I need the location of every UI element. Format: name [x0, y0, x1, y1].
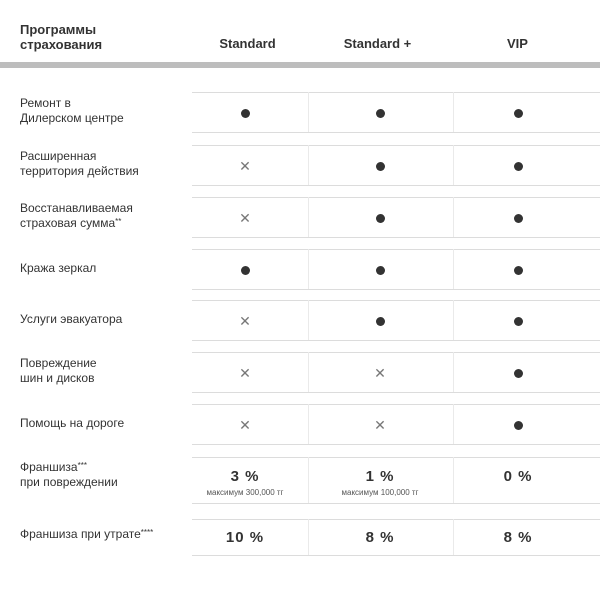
filled-circle-icon — [376, 266, 385, 275]
franchise-percent: 0 % — [503, 468, 533, 485]
row-top-border — [192, 92, 600, 93]
feature-label-line1: Помощь на дороге — [20, 416, 125, 430]
feature-label-line1: Услуги эвакуатора — [20, 312, 123, 326]
cross-icon: ✕ — [374, 417, 386, 433]
filled-circle-icon — [376, 109, 385, 118]
column-divider — [308, 197, 309, 237]
row-top-border — [192, 404, 600, 405]
row-bottom-border — [192, 289, 600, 290]
table-cell — [458, 417, 578, 435]
footnote-marker: ** — [115, 217, 122, 226]
table-cell — [458, 313, 578, 331]
table-header — [0, 0, 600, 62]
row-top-border — [192, 145, 600, 146]
table-cell — [458, 105, 578, 123]
column-divider — [453, 249, 454, 289]
row-bottom-border — [192, 132, 600, 133]
table-cell — [185, 210, 305, 228]
header-divider — [0, 62, 600, 68]
franchise-damage-cell — [320, 468, 440, 497]
column-divider — [308, 92, 309, 132]
row-bottom-border — [192, 340, 600, 341]
franchise-damage-cell — [458, 468, 578, 485]
cross-icon: ✕ — [239, 158, 251, 174]
cross-icon: ✕ — [374, 365, 386, 381]
row-bottom-border — [192, 237, 600, 238]
feature-label-line1: Ремонт в — [20, 96, 71, 110]
franchise-percent: 1 % — [365, 468, 395, 485]
table-cell — [458, 210, 578, 228]
filled-circle-icon — [376, 214, 385, 223]
franchise-percent: 3 % — [230, 468, 260, 485]
franchise-loss-cell — [185, 529, 305, 546]
column-divider — [308, 300, 309, 340]
row-top-border — [192, 249, 600, 250]
row-top-border — [192, 519, 600, 520]
franchise-damage-label-line1 — [20, 460, 118, 475]
cross-icon: ✕ — [239, 210, 251, 226]
feature-label-line2-text: территория действия — [20, 164, 139, 178]
table-cell — [458, 158, 578, 176]
cross-icon: ✕ — [239, 365, 251, 381]
row-top-border — [192, 300, 600, 301]
row-bottom-border — [192, 555, 600, 556]
column-vip: VIP — [507, 36, 528, 51]
feature-label-line2-text: шин и дисков — [20, 371, 95, 385]
footnote-marker: **** — [140, 528, 154, 537]
table-cell — [320, 105, 440, 123]
feature-label-line1: Восстанавливаемая — [20, 201, 133, 215]
column-divider — [453, 197, 454, 237]
franchise-loss-cell — [320, 529, 440, 546]
feature-label — [20, 416, 124, 431]
feature-label — [20, 312, 122, 327]
table-cell — [320, 365, 440, 383]
feature-label — [20, 149, 139, 179]
table-cell — [320, 313, 440, 331]
franchise-percent: 8 % — [365, 529, 395, 546]
column-standard: Standard — [219, 36, 276, 51]
franchise-loss-label — [20, 527, 153, 542]
filled-circle-icon — [241, 109, 250, 118]
cross-icon: ✕ — [239, 417, 251, 433]
column-divider — [308, 249, 309, 289]
table-cell — [320, 417, 440, 435]
filled-circle-icon — [514, 369, 523, 378]
table-cell — [185, 158, 305, 176]
footnote-marker: *** — [77, 461, 87, 470]
feature-label — [20, 356, 97, 386]
filled-circle-icon — [514, 266, 523, 275]
franchise-damage-cell — [185, 468, 305, 497]
feature-label-line2 — [20, 216, 133, 231]
franchise-max-note: максимум 300,000 тг — [206, 488, 284, 497]
franchise-max-note: максимум 100,000 тг — [341, 488, 419, 497]
column-divider — [308, 404, 309, 444]
programs-title-line1: Программы — [20, 22, 97, 37]
feature-label-line2 — [20, 371, 97, 386]
row-bottom-border — [192, 444, 600, 445]
filled-circle-icon — [376, 317, 385, 326]
programs-title-line2: страхования — [20, 37, 103, 52]
franchise-percent: 8 % — [503, 529, 533, 546]
column-divider — [453, 519, 454, 555]
column-standard-plus: Standard + — [343, 36, 412, 51]
column-divider — [453, 352, 454, 392]
table-cell — [185, 105, 305, 123]
feature-label — [20, 201, 133, 231]
feature-label-line1: Расширенная — [20, 149, 97, 163]
franchise-loss-label-text: Франшиза при утрате — [20, 527, 141, 541]
franchise-percent: 10 % — [225, 529, 265, 546]
row-bottom-border — [192, 392, 600, 393]
programs-title — [20, 22, 102, 52]
table-cell — [320, 158, 440, 176]
column-divider — [308, 457, 309, 503]
feature-label-line2 — [20, 164, 139, 179]
table-cell — [458, 262, 578, 280]
filled-circle-icon — [376, 162, 385, 171]
row-top-border — [192, 197, 600, 198]
filled-circle-icon — [514, 214, 523, 223]
filled-circle-icon — [514, 421, 523, 430]
franchise-damage-label — [20, 460, 118, 490]
feature-label-line2-text: Дилерском центре — [20, 111, 124, 125]
row-bottom-border — [192, 503, 600, 504]
column-divider — [308, 145, 309, 185]
table-cell — [185, 313, 305, 331]
column-divider — [453, 404, 454, 444]
feature-label-line1: Повреждение — [20, 356, 97, 370]
row-top-border — [192, 457, 600, 458]
feature-label-line2-text: страховая сумма — [20, 216, 116, 230]
filled-circle-icon — [241, 266, 250, 275]
franchise-loss-cell — [458, 529, 578, 546]
cross-icon: ✕ — [239, 313, 251, 329]
filled-circle-icon — [514, 317, 523, 326]
column-divider — [453, 145, 454, 185]
franchise-damage-label-line2: при повреждении — [20, 475, 118, 489]
feature-label — [20, 96, 124, 126]
table-cell — [320, 210, 440, 228]
filled-circle-icon — [514, 162, 523, 171]
table-cell — [185, 365, 305, 383]
column-divider — [308, 519, 309, 555]
column-divider — [453, 92, 454, 132]
feature-label-line1: Кража зеркал — [20, 261, 97, 275]
table-cell — [185, 417, 305, 435]
franchise-damage-label-text: Франшиза — [20, 460, 78, 474]
feature-label — [20, 261, 96, 276]
table-cell — [185, 262, 305, 280]
table-cell — [320, 262, 440, 280]
column-divider — [453, 300, 454, 340]
table-cell — [458, 365, 578, 383]
row-top-border — [192, 352, 600, 353]
row-bottom-border — [192, 185, 600, 186]
column-divider — [308, 352, 309, 392]
column-divider — [453, 457, 454, 503]
filled-circle-icon — [514, 109, 523, 118]
feature-label-line2 — [20, 111, 124, 126]
